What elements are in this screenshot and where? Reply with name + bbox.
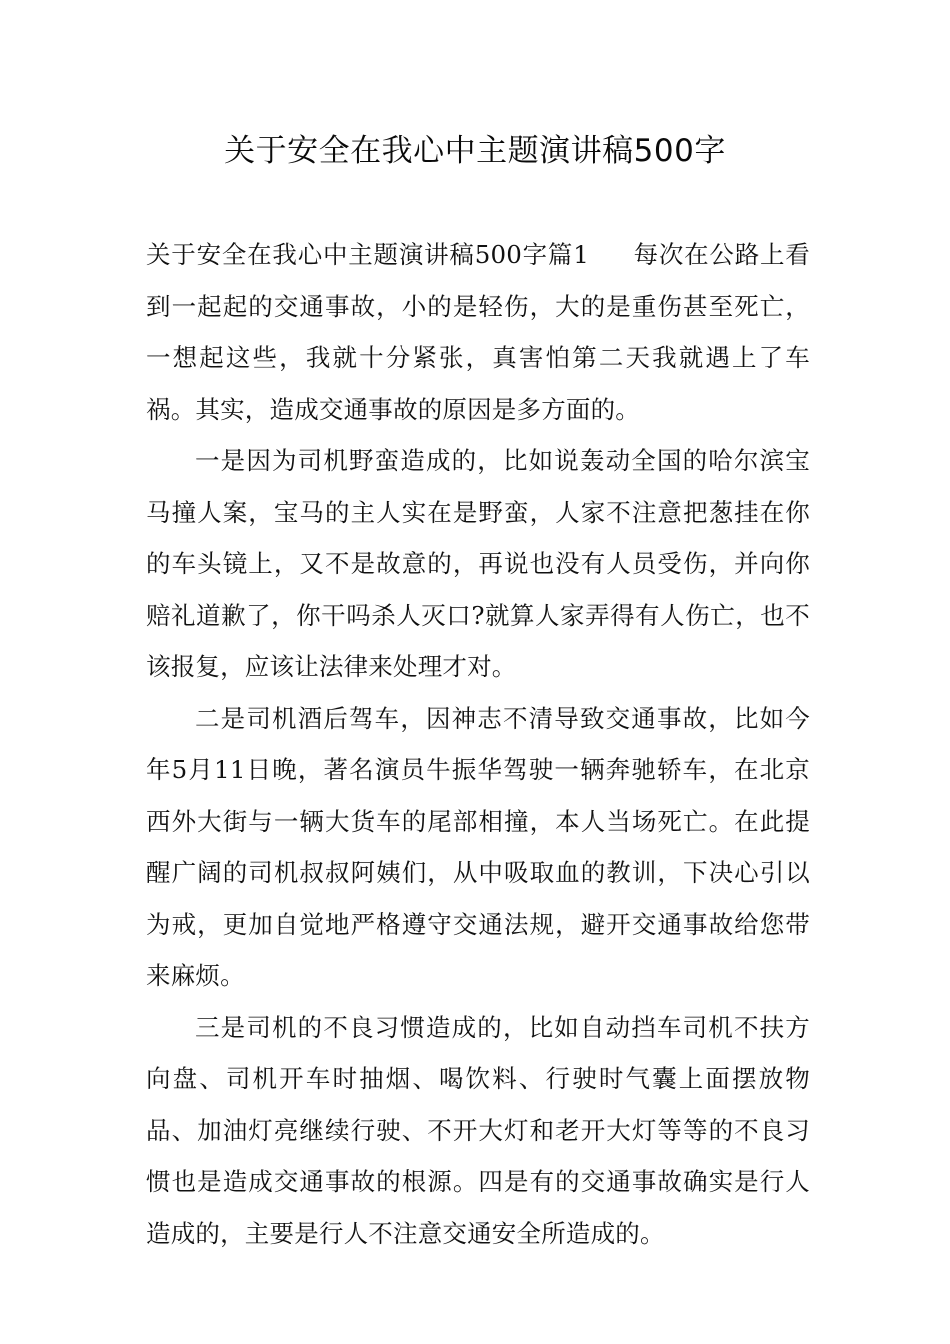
paragraph-4: 三是司机的不良习惯造成的，比如自动挡车司机不扶方向盘、司机开车时抽烟、喝饮料、行驶时气囊上面摆放物品、加油灯亮继续行驶、不开大灯和老开大灯等等的不良习惯也是造成交通事故的根源。四是有的交通事故确实是行人造成的，主要是行人不注意交通安全所造成的。 (146, 1012, 810, 1248)
paragraph-1 (146, 229, 810, 435)
paragraph-1-text: 每次在公路上看到一起起的交通事故，小的是轻伤，大的是重伤甚至死亡，一想起这些，我就十分紧张，真害怕第二天我就遇上了车祸。其实，造成交通事故的原因是多方面的。 (146, 240, 810, 424)
paragraph-2: 一是因为司机野蛮造成的，比如说轰动全国的哈尔滨宝马撞人案，宝马的主人实在是野蛮，人家不注意把葱挂在你的车头镜上，又不是故意的，再说也没有人员受伤，并向你赔礼道歉了，你干吗杀人灭口?就算人家弄得有人伤亡，也不该报复，应该让法律来处理才对。 (146, 446, 810, 681)
document-title: 关于安全在我心中主题演讲稿500字 (224, 133, 726, 169)
section-heading: 关于安全在我心中主题演讲稿500字篇1 (146, 240, 589, 269)
paragraph-3: 二是司机酒后驾车，因神志不清导致交通事故，比如今年5月11日晚，著名演员牛振华驾驶一辆奔驰轿车，在北京西外大街与一辆大货车的尾部相撞，本人当场死亡。在此提醒广阔的司机叔叔阿姨们，从中吸取血的教训，下决心引以为戒，更加自觉地严格遵守交通法规，避开交通事故给您带来麻烦。 (146, 703, 810, 990)
document-body (146, 229, 810, 1259)
